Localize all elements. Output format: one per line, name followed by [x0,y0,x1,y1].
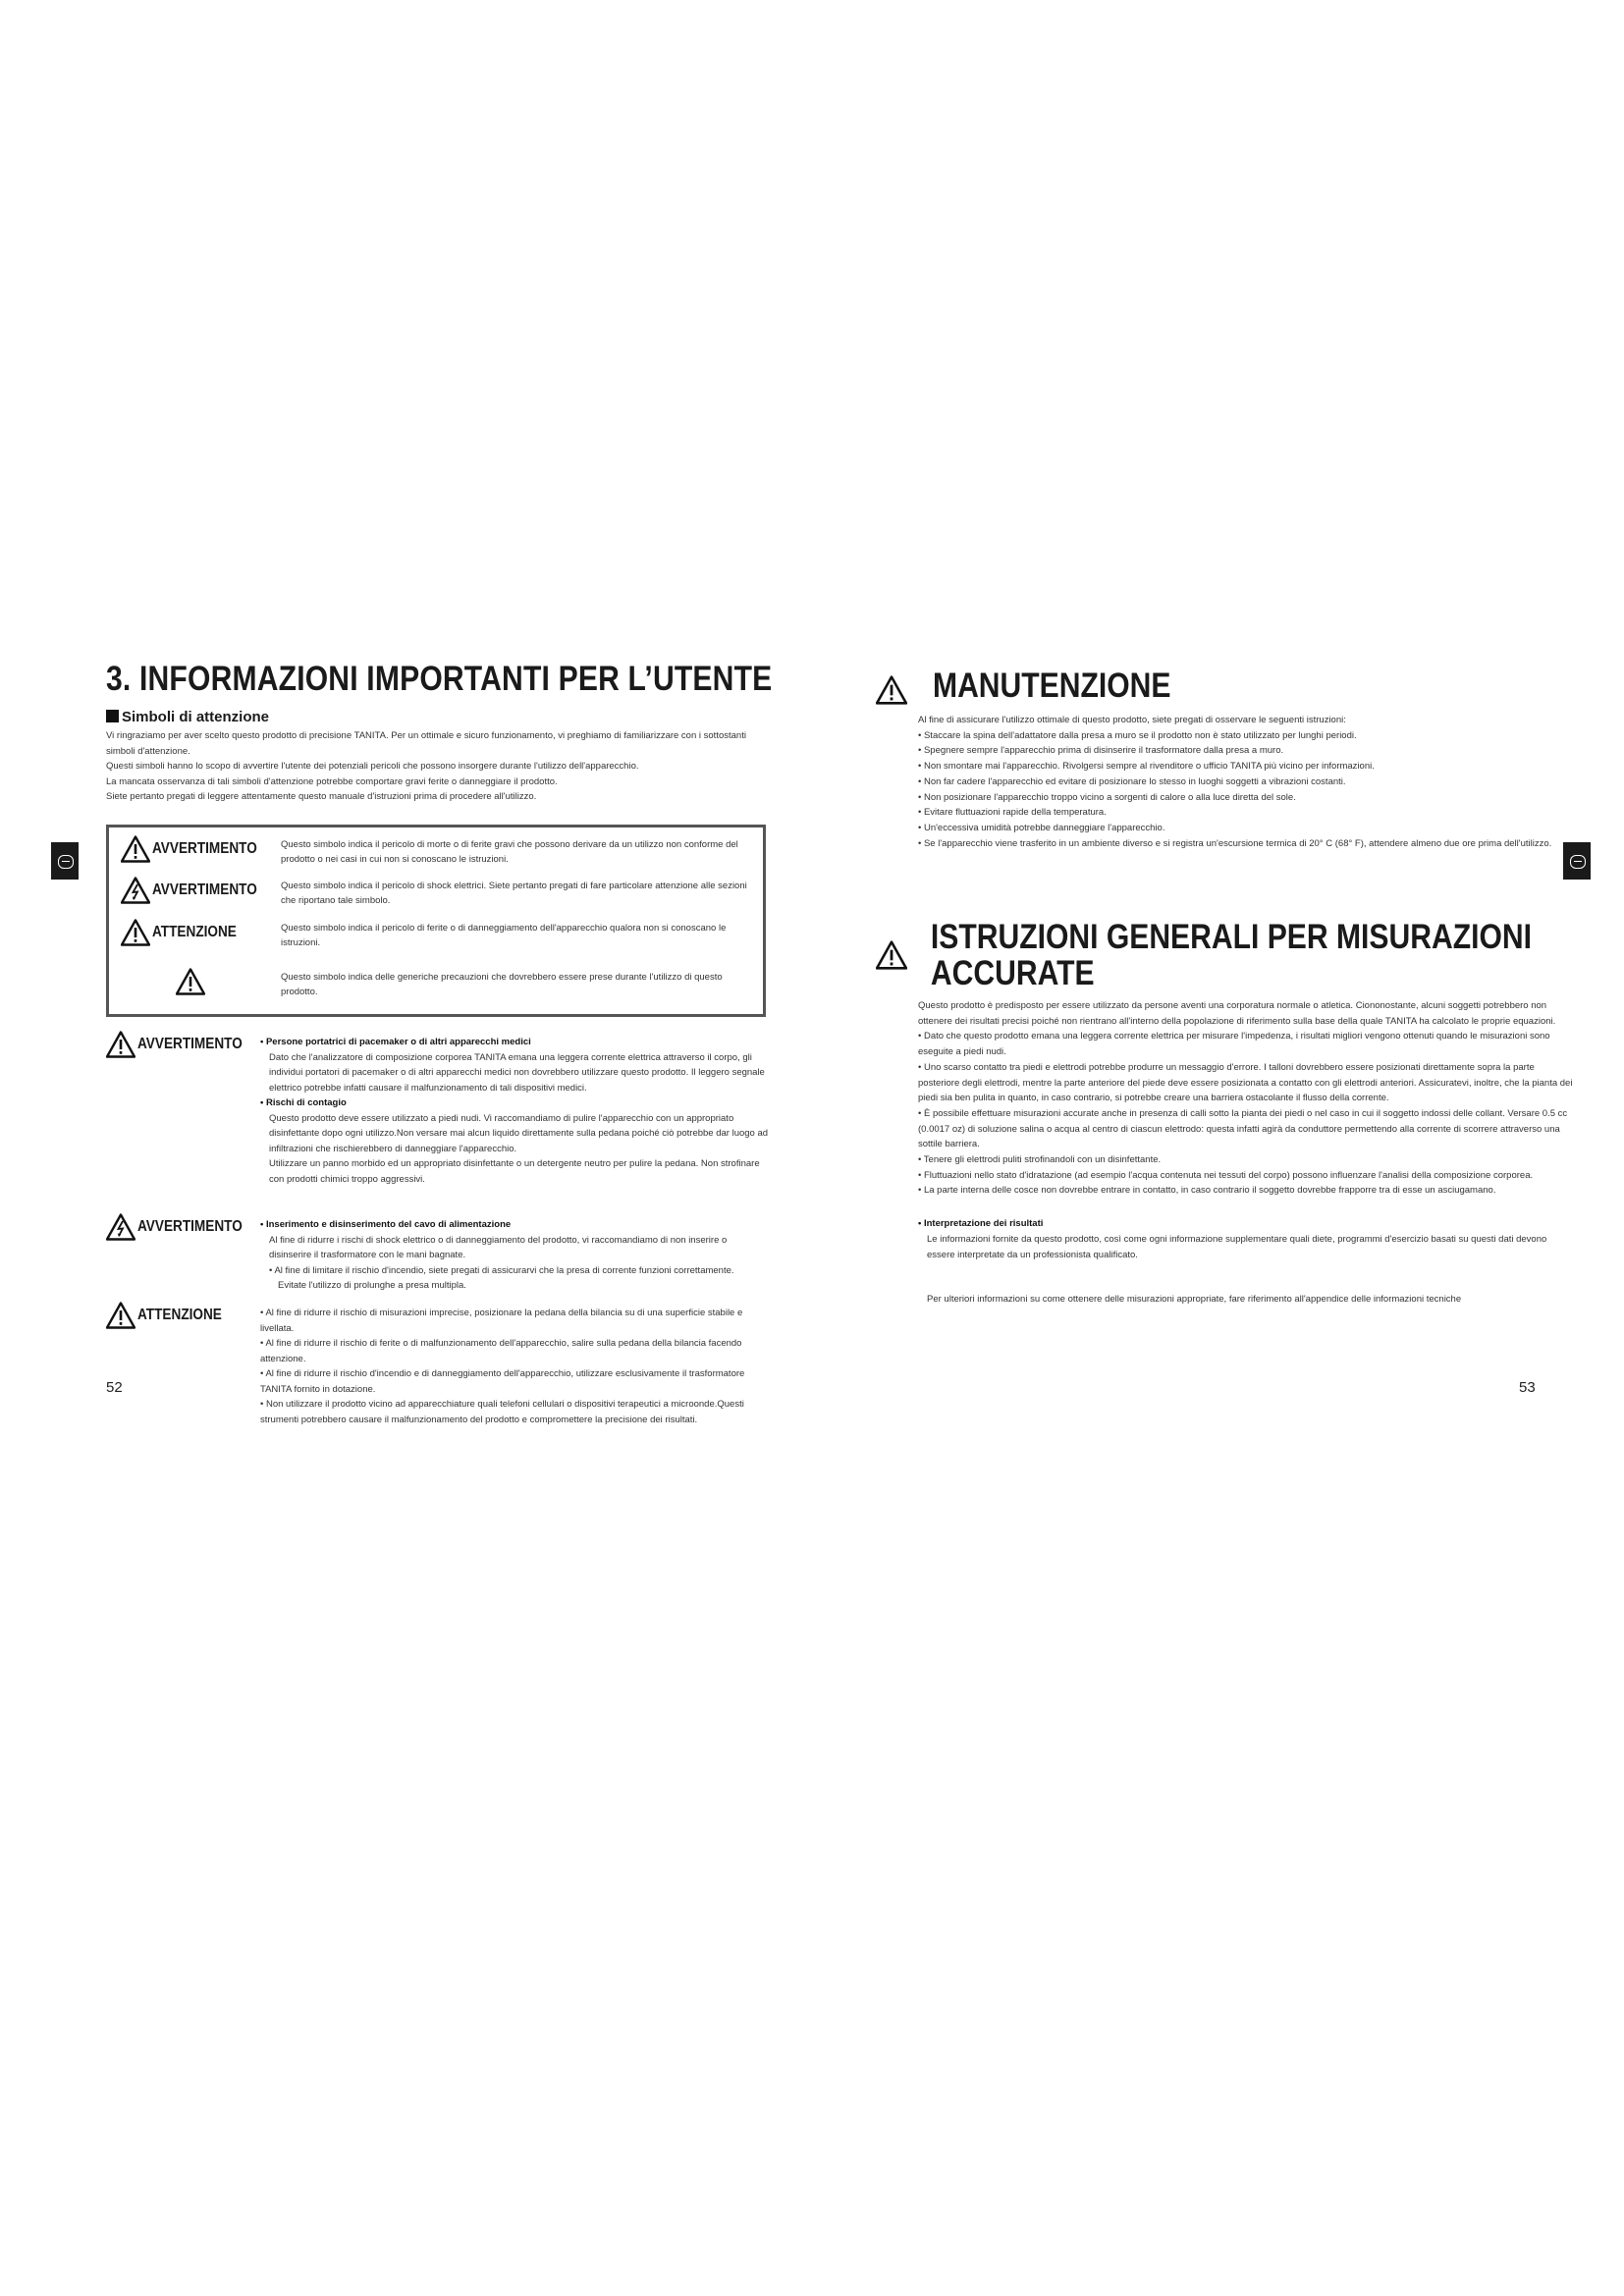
list-item: • Non posizionare l'apparecchio troppo vicino a sorgenti di calore o alla luce diretta del sole. [918,790,1576,806]
symbols-legend-box: AVVERTIMENTO Questo simbolo indica il pericolo di morte o di ferite gravi che possono derivare da un utilizzo non conforme del prodotto o nei casi in cui non si conoscano le istruzioni. AVVERTIMENTO Questo simbolo indica il pericolo di shock elettrici. Siete pertanto pregati di fare particolare attenzione alle sezioni che riportano tale simbolo. ATTENZIONE Questo simbolo indica il pericolo di ferite o di danneggiamento dell'apparecchio qualora non si conoscano le istruzioni. Questo simbolo indica delle generiche precauzioni che dovrebbero essere prese durante l'utilizzo di questo prodotto. [106,825,766,1017]
interpretation-text: Le informazioni fornite da questo prodotto, così come ogni informazione supplementare quali diete, programmi d'esercizio basati su questi dati devono essere interpretate da un professionista qualificato. [927,1233,1547,1260]
left-page: 3. INFORMAZIONI IMPORTANTI PER L’UTENTE Simboli di attenzione Vi ringraziamo per aver scelto questo prodotto di precisione TANITA. Per un ottimale e sicuro funzionamento, vi preghiamo di familiarizzare con i sottostanti simboli d'attenzione. Questi simboli hanno lo scopo di avvertire l'utente dei potenziali pericoli che possono insorgere durante l'utilizzo dell'apparecchio. La mancata osservanza di tali simboli d'attenzione potrebbe comportare gravi ferite o danneggiare il prodotto. Siete pertanto pregati di leggere attentamente questo manuale d'istruzioni prima di procedere all'utilizzo. AVVERTIMENTO Questo simbolo indica il pericolo di morte o di ferite gravi che possono derivare da un utilizzo non conforme del prodotto o nei casi in cui non si conoscano le istruzioni. AVVERTIMENTO Questo simbolo indica il pericolo di shock elettrici. Siete pertanto pregati di fare particolare attenzione alle sezioni che riportano tale simbolo. ATTENZIONE Questo simbolo indica il pericolo di ferite o di danneggiamento dell'apparecchio qualora non si conoscano le istruzioni. Questo simbolo indica delle generiche precauzioni che dovrebbero essere prese durante l'utilizzo di questo prodotto. AVVERTIMENTO • Persone portatrici di pacemaker o di altri apparecchi medici Dato che l'analizzatore di composizione corporea TANITA emana una leggera corrente elettrica attraverso il corpo, gli individui portatori di pacemaker o di altri apparecchi medici non dovrebbero utilizzare questo prodotto. Il leggero segnale elettrico potrebbe infatti causare il malfunzionamento di tali dispositivi medici. • Rischi di contagio Questo prodotto deve essere utilizzato a piedi nudi. Vi raccomandiamo di pulire l'apparecchio con un appropriato disinfettante dopo ogni utilizzo.Non versare mai alcun liquido direttamente sulla pedana poiché ciò potrebbe dar luogo ad infiltrazioni che rischierebbero di danneggiare l'apparecchio. Utilizzare un panno morbido ed un appropriato disinfettante o un detergente neutro per pulire la pedana. Non strofinare con prodotti chimici troppo aggressivi. AVVERTIMENTO • Inserimento e disinserimento del cavo di alimentazione Al fine di ridurre i rischi di shock elettrico o di danneggiamento del prodotto, vi raccomandiamo di non inserire o disinserire il trasformatore con le mani bagnate. • Al fine di limitare il rischio d'incendio, siete pregati di assicurarvi che la presa di corrente funzioni correttamente. Evitate l'utilizzo di prolunghe a presa multipla. ATTENZIONE • Al fine di ridurre il rischio di misurazioni imprecise, posizionare la pedana della bilancia su di una superficie stabile e livellata. • Al fine di ridurre il rischio di ferite o di malfunzionamento dell'apparecchio, salire sulla pedana della bilancia facendo attenzione. • Al fine di ridurre il rischio d'incendio e di danneggiamento dell'apparecchio, utilizzare esclusivamente il trasformatore TANITA fornito in dotazione. • Non utilizzare il prodotto vicino ad apparecchiature quali telefoni cellulari o dispositivi terapeutici a microonde.Questi strumenti potrebbero causare il malfunzionamento del prodotto e compromettere la precisione dei risultati. 52 [0,0,812,2296]
list-item: • Un'eccessiva umidità potrebbe danneggiare l'apparecchio. [918,821,1576,836]
list-item: • Al fine di ridurre il rischio di misurazioni imprecise, posizionare la pedana della bilancia su di una superficie stabile e livellata. [260,1306,771,1336]
list-item: • Uno scarso contatto tra piedi e elettrodi potrebbe produrre un messaggio d'errore. I talloni dovrebbero essere posizionati direttamente sopra la parte posteriore degli elettrodi, mentre la parte anteriore del piede deve essere posizionata a contatto con gli elettrodi anteriori. Assicuratevi, inoltre, che la pianta dei piedi sia ben pulita in quanto, in caso contrario, si potrebbe creare una barriera ostacolante il flusso della corrente. [918,1060,1576,1106]
block-text: Al fine di ridurre i rischi di shock elettrico o di danneggiamento del prodotto, vi raccomandiamo di non inserire o disinserire il trasformatore con le mani bagnate. [269,1234,728,1260]
block-heading: • Persone portatrici di pacemaker o di altri apparecchi medici [260,1035,771,1050]
maintenance-title: MANUTENZIONE [933,667,1171,705]
list-item: • Tenere gli elettrodi puliti strofinandoli con un disinfettante. [918,1152,1576,1168]
page-title: 3. INFORMAZIONI IMPORTANTI PER L’UTENTE [106,660,773,698]
warning-icon [121,835,150,863]
page-number: 53 [1519,1379,1536,1396]
intro-line: Vi ringraziamo per aver scelto questo prodotto di precisione TANITA. Per un ottimale e sicuro funzionamento, vi preghiamo di familiarizzare con i sottostanti simboli d'attenzione. [106,730,746,757]
intro-line: Questi simboli hanno lo scopo di avvertire l'utente dei potenziali pericoli che possono insorgere durante l'utilizzo dell'apparecchio. [106,761,639,772]
square-bullet-icon [106,710,119,722]
language-tab-right [1563,842,1591,880]
list-item: • Evitare fluttuazioni rapide della temperatura. [918,805,1576,821]
warning-icon [106,1302,135,1329]
list-item: • Non utilizzare il prodotto vicino ad apparecchiature quali telefoni cellulari o dispositivi terapeutici a microonde.Questi strumenti potrebbero causare il malfunzionamento del prodotto e compromettere la precisione dei risultati. [260,1397,771,1427]
electric-shock-icon [121,877,150,904]
list-item: • Se l'apparecchio viene trasferito in un ambiente diverso e si registra un'escursione termica di 20° C (68° F), attendere almeno due ore prima dell'utilizzo. [918,836,1576,852]
warning-icon [876,940,907,970]
electric-shock-icon [106,1213,135,1241]
warning-icon [176,968,205,995]
warning-icon [106,1031,135,1058]
maintenance-intro: Al fine di assicurare l'utilizzo ottimale di questo prodotto, siete pregati di osservare le seguenti istruzioni: [918,715,1346,725]
warning-icon [876,675,907,705]
intro-line: Siete pertanto pregati di leggere attentamente questo manuale d'istruzioni prima di procedere all'utilizzo. [106,791,537,802]
measurement-body [918,998,1576,1308]
maintenance-body [918,713,1576,851]
list-item: • Al fine di ridurre il rischio d'incendio e di danneggiamento dell'apparecchio, utilizzare esclusivamente il trasformatore TANITA fornito in dotazione. [260,1366,771,1397]
language-tab-left [51,842,79,880]
block-text: Utilizzare un panno morbido ed un appropriato disinfettante o un detergente neutro per pulire la pedana. Non strofinare con prodotti chimici troppo aggressivi. [269,1158,760,1185]
measurement-intro: Questo prodotto è predisposto per essere utilizzato da persone aventi una corporatura normale o atletica. Ciononostante, alcuni soggetti potrebbero non ottenere dei risultati precisi poiché non rientrano all'interno della popolazione di riferimento sulla base della quale TANITA ha calcolato le proprie equazioni. [918,1000,1556,1027]
list-item: • Non smontare mai l'apparecchio. Rivolgersi sempre al rivenditore o ufficio TANITA più vicino per informazioni. [918,759,1576,774]
list-item: • Al fine di ridurre il rischio di ferite o di malfunzionamento dell'apparecchio, salire sulla pedana della bilancia facendo attenzione. [260,1336,771,1366]
list-item: • Dato che questo prodotto emana una leggera corrente elettrica per misurare l'impedenza, i risultati migliori vengono ottenuti quando le misurazioni sono eseguite a piedi nudi. [918,1029,1576,1059]
block-text: Questo prodotto deve essere utilizzato a piedi nudi. Vi raccomandiamo di pulire l'apparecchio con un appropriato disinfettante dopo ogni utilizzo.Non versare mai alcun liquido direttamente sulla pedana poiché ciò potrebbe dar luogo ad infiltrazioni che rischierebbero di danneggiare l'apparecchio. [269,1112,769,1154]
footer-note: Per ulteriori informazioni su come ottenere delle misurazioni appropriate, fare riferimento all'appendice delle informazioni tecniche [927,1294,1462,1306]
block-heading: • Inserimento e disinserimento del cavo di alimentazione [260,1217,771,1233]
list-item: • Fluttuazioni nello stato d'idratazione (ad esempio l'acqua contenuta nei tessuti del corpo) possono influenzare l'analisi della composizione corporea. [918,1168,1576,1184]
list-item: • È possibile effettuare misurazioni accurate anche in presenza di calli sotto la pianta dei piedi o nel caso in cui il soggetto indossi delle collant. Versare 0.5 cc (0.0017 oz) di soluzione salina o acqua al centro di ciascun elettrodo: questa infatti agirà da conduttore permettendo alla corrente di scorrere attraverso una sottile barriera. [918,1106,1576,1152]
block-heading: • Rischi di contagio [260,1095,771,1111]
list-item: • Staccare la spina dell'adattatore dalla presa a muro se il prodotto non è stato utilizzato per lunghi periodi. [918,728,1576,744]
warning-icon [121,919,150,946]
block-text: Evitate l'utilizzo di prolunghe a presa multipla. [278,1280,466,1291]
list-item: • La parte interna delle cosce non dovrebbe entrare in contatto, in caso contrario il soggetto dovrebbe frapporre tra di esse un asciugamano. [918,1183,1576,1199]
list-item: • Non far cadere l'apparecchio ed evitare di posizionare lo stesso in luoghi soggetti a vibrazioni costanti. [918,774,1576,790]
list-item: • Spegnere sempre l'apparecchio prima di disinserire il trasformatore dalla presa a muro. [918,743,1576,759]
interpretation-heading: • Interpretazione dei risultati [918,1216,1576,1232]
right-page [812,0,1624,2296]
block-text: Dato che l'analizzatore di composizione corporea TANITA emana una leggera corrente elettrica attraverso il corpo, gli individui portatori di pacemaker o di altri apparecchi medici non dovrebbero utilizzare questo prodotto. Il leggero segnale elettrico potrebbe infatti causare il malfunzionamento di tali dispositivi medici. [269,1051,765,1094]
intro-line: La mancata osservanza di tali simboli d'attenzione potrebbe comportare gravi ferite o danneggiare il prodotto. [106,775,558,787]
intro-text [106,728,764,805]
block-text: • Al fine di limitare il rischio d'incendio, siete pregati di assicurarvi che la presa di corrente funzioni correttamente. [260,1263,771,1279]
measurement-title: ISTRUZIONI GENERALI PER MISURAZIONI ACCURATE [930,918,1532,992]
page-number: 52 [106,1379,123,1396]
section-subhead: Simboli di attenzione [106,709,269,725]
